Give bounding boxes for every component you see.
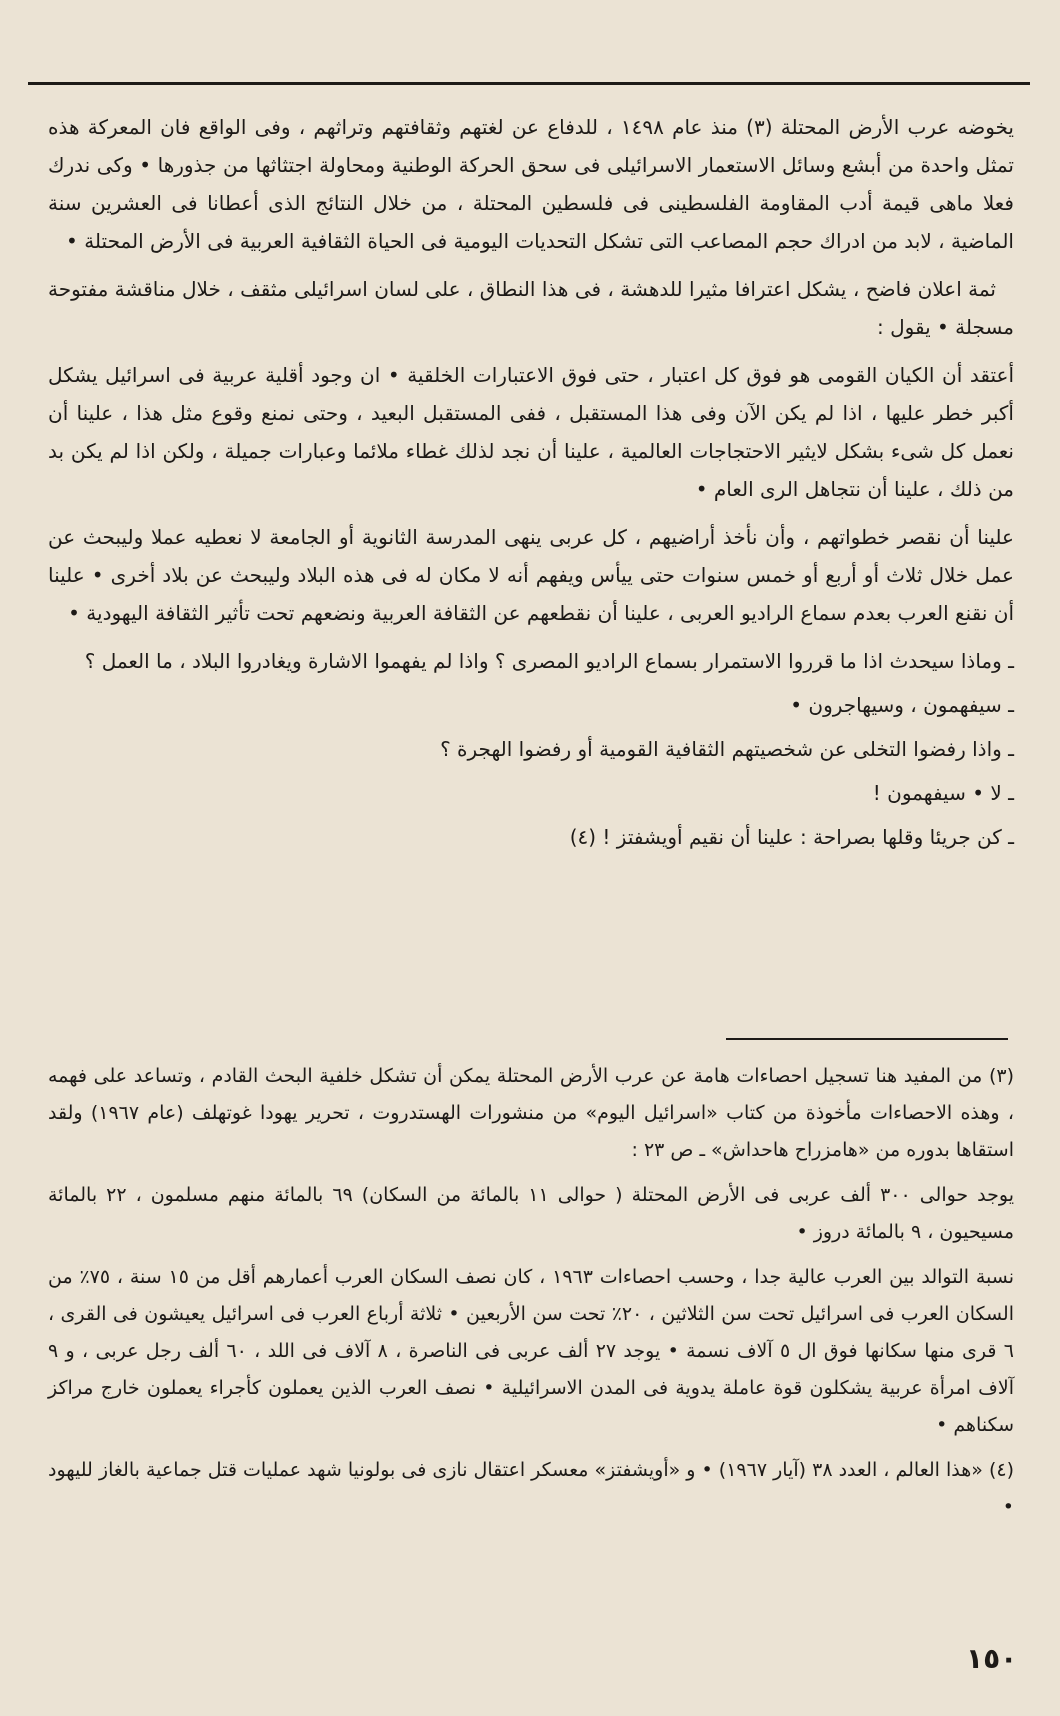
paragraph-2: ثمة اعلان فاضح ، يشكل اعترافا مثيرا للدهشة ، فى هذا النطاق ، على لسان اسرائيلى مثقف ، خلال مناقشة مفتوحة مسجلة • يقول : (48, 277, 1014, 339)
footnotes (48, 1058, 1014, 1534)
dialogue-line-1: ـ وماذا سيحدث اذا ما قرروا الاستمرار بسماع الراديو المصرى ؟ واذا لم يفهموا الاشارة ويغادروا البلاد ، ما العمل ؟ (84, 649, 1014, 673)
footnote-3-stats-2: نسبة التوالد بين العرب عالية جدا ، وحسب احصاءات ١٩٦٣ ، كان نصف السكان العرب أعمارهم أقل من ١٥ سنة ، ٧٥٪ من السكان العرب فى اسرائيل تحت سن الثلاثين ، ٢٠٪ تحت سن الأربعين • ثلاثة أرباع العرب فى اسرائيل يعيشون فى القرى ، ٦ قرى منها سكانها فوق ال ٥ آلاف نسمة • يوجد ٢٧ ألف عربى فى الناصرة ، ٨ آلاف فى اللد ، ٦٠ ألف رجل عربى ، و ٩ آلاف امرأة عربية يشكلون قوة عاملة يدوية فى المدن الاسرائيلية • نصف العرب الذين يعملون كأجراء يعملون خارج مراكز سكناهم • (48, 1266, 1015, 1436)
dialogue-line-5: ـ كن جريئا وقلها بصراحة : علينا أن نقيم أويشفتز ! (٤) (569, 825, 1014, 849)
dialogue-line-4: ـ لا • سيفهمون ! (872, 781, 1014, 805)
quote-paragraph-2: علينا أن نقصر خطواتهم ، وأن نأخذ أراضيهم ، كل عربى ينهى المدرسة الثانوية أو الجامعة لا نعطيه عملا وليبحث عن عمل خلال ثلاث أو أربع أو خمس سنوات حتى ييأس ويفهم أنه لا مكان له فى هذه البلاد وليبحث عن بلاد أخرى • علينا أن نقنع العرب بعدم سماع الراديو العربى ، علينا أن نقطعهم عن الثقافة العربية ونضعهم تحت تأثير الثقافة اليهودية • (48, 525, 1014, 625)
dialogue-line-3: ـ واذا رفضوا التخلى عن شخصيتهم الثقافية القومية أو رفضوا الهجرة ؟ (440, 737, 1014, 761)
footnote-4: (٤) «هذا العالم ، العدد ٣٨ (آيار ١٩٦٧) • و «أويشفتز» معسكر اعتقال نازى فى بولونيا شهد عمليات قتل جماعية بالغاز لليهود • (48, 1459, 1015, 1518)
footnote-3-stats-1: يوجد حوالى ٣٠٠ ألف عربى فى الأرض المحتلة ( حوالى ١١ بالمائة من السكان) ٦٩ بالمائة منهم مسلمون ، ٢٢ بالمائة مسيحيون ، ٩ بالمائة دروز • (48, 1184, 1015, 1243)
footnote-3: (٣) من المفيد هنا تسجيل احصاءات هامة عن عرب الأرض المحتلة يمكن أن تشكل خلفية البحث القادم ، وتساعد على فهمه ، وهذه الاحصاءات مأخوذة من كتاب «اسرائيل اليوم» من منشورات الهستدروت ، تحرير يهودا غوتهلف (عام ١٩٦٧) ولقد استقاها بدوره من «هامزراح هاحداش» ـ ص ٢٣ : (48, 1065, 1014, 1161)
page-number: ١٥٠ (966, 1642, 1018, 1675)
dialogue-line-2: ـ سيفهمون ، وسيهاجرون • (790, 693, 1014, 717)
top-rule (28, 82, 1030, 85)
main-text (48, 108, 1014, 862)
footnote-separator (726, 1038, 1008, 1040)
quote-paragraph-1: أعتقد أن الكيان القومى هو فوق كل اعتبار ، حتى فوق الاعتبارات الخلقية • ان وجود أقلية عربية فى اسرائيل يشكل أكبر خطر عليها ، اذا لم يكن الآن وفى هذا المستقبل ، ففى المستقبل البعيد ، وحتى نمنع وقوع مثل هذا ، علينا أن نعمل كل شىء بشكل لايثير الاحتجاجات العالمية ، علينا أن نجد لذلك غطاء ملائما وعبارات جميلة ، ولكن اذا لم يكن بد من ذلك ، علينا أن نتجاهل الرى العام • (48, 363, 1014, 501)
paragraph-1: يخوضه عرب الأرض المحتلة (٣) منذ عام ١٤٩٨ ، للدفاع عن لغتهم وثقافتهم وتراثهم ، وفى الواقع فان المعركة هذه تمثل واحدة من أبشع وسائل الاستعمار الاسرائيلى فى سحق الحركة الوطنية ومحاولة اجتثاثها من جذورها • وكى ندرك فعلا ماهى قيمة أدب المقاومة الفلسطينى فى فلسطين المحتلة ، من خلال النتائج الذى أعطانا فى العشرين سنة الماضية ، لابد من ادراك حجم المصاعب التى تشكل التحديات اليومية فى الحياة الثقافية العربية فى الأرض المحتلة • (48, 115, 1014, 253)
